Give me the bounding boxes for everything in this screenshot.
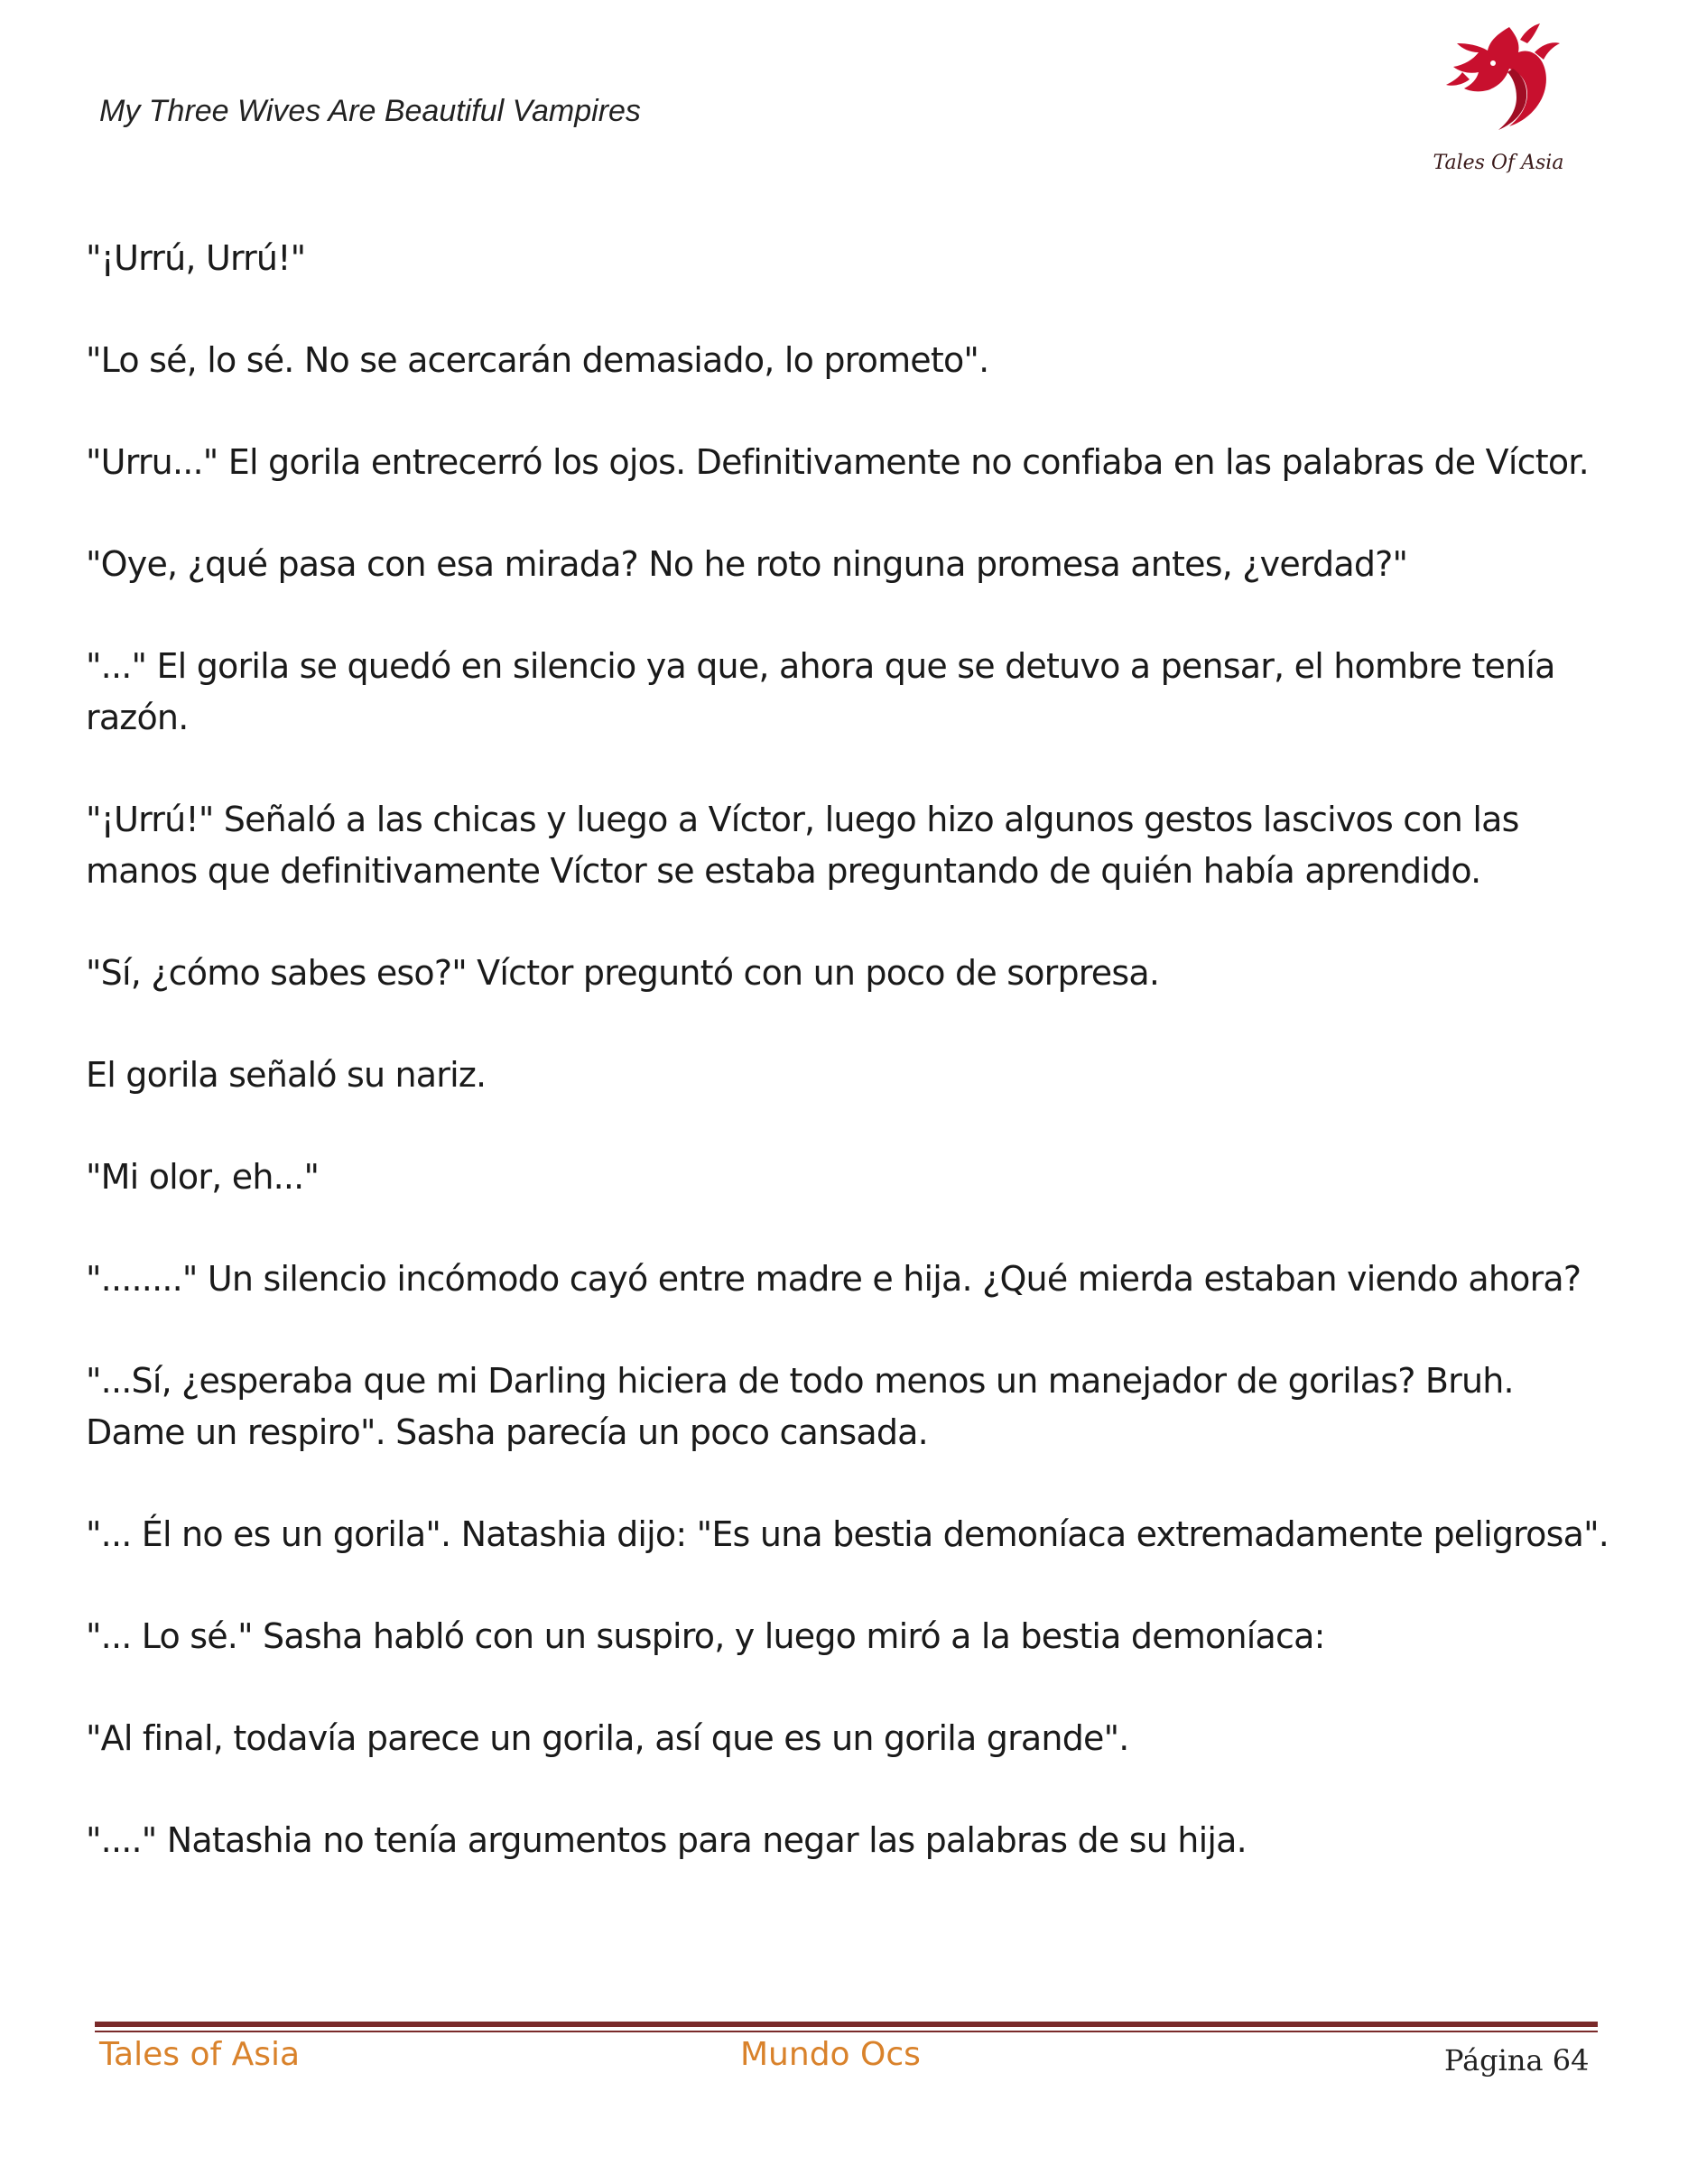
paragraph: "........" Un silencio incómodo cayó entre madre e hija. ¿Qué mierda estaban viendo ahora? <box>86 1259 1581 1299</box>
logo-text: Tales Of Asia <box>1433 152 1564 174</box>
paragraph: El gorila señaló su nariz. <box>86 1055 487 1095</box>
paragraph: "... Él no es un gorila". Natashia dijo: "Es una bestia demoníaca extremadamente peligrosa". <box>86 1514 1609 1554</box>
footer-divider <box>95 2022 1598 2027</box>
paragraph: "... Lo sé." Sasha habló con un suspiro, y luego miró a la bestia demoníaca: <box>86 1616 1325 1656</box>
page-header-title: My Three Wives Are Beautiful Vampires <box>99 94 641 128</box>
paragraph: "Urru..." El gorila entrecerró los ojos. Definitivamente no confiaba en las palabras de Víctor. <box>86 442 1589 482</box>
paragraph: "Oye, ¿qué pasa con esa mirada? No he roto ninguna promesa antes, ¿verdad?" <box>86 544 1408 584</box>
paragraph: "...Sí, ¿esperaba que mi Darling hiciera de todo menos un manejador de gorilas? Bruh. Dame un respiro". Sasha parecía un poco cansada. <box>86 1361 1514 1452</box>
paragraph: "¡Urrú, Urrú!" <box>86 238 306 278</box>
paragraph: "Sí, ¿cómo sabes eso?" Víctor preguntó con un poco de sorpresa. <box>86 953 1160 993</box>
footer-publisher: Tales of Asia <box>99 2036 301 2073</box>
paragraph: "Mi olor, eh..." <box>86 1157 320 1197</box>
paragraph: "Al final, todavía parece un gorila, así que es un gorila grande". <box>86 1718 1129 1758</box>
paragraph: "...." Natashia no tenía argumentos para negar las palabras de su hija. <box>86 1820 1247 1860</box>
document-body <box>86 233 1611 1917</box>
page-number: Página 64 <box>1444 2043 1590 2078</box>
footer-section: Mundo Ocs <box>740 2036 921 2073</box>
footer-divider-thin <box>95 2031 1598 2032</box>
paragraph: "Lo sé, lo sé. No se acercarán demasiado, lo prometo". <box>86 340 989 380</box>
paragraph: "¡Urrú!" Señaló a las chicas y luego a Víctor, luego hizo algunos gestos lascivos con las manos que definitivamente Víctor se estaba preguntando de quién había aprendido. <box>86 800 1519 891</box>
paragraph: "..." El gorila se quedó en silencio ya que, ahora que se detuvo a pensar, el hombre tenía razón. <box>86 646 1555 737</box>
